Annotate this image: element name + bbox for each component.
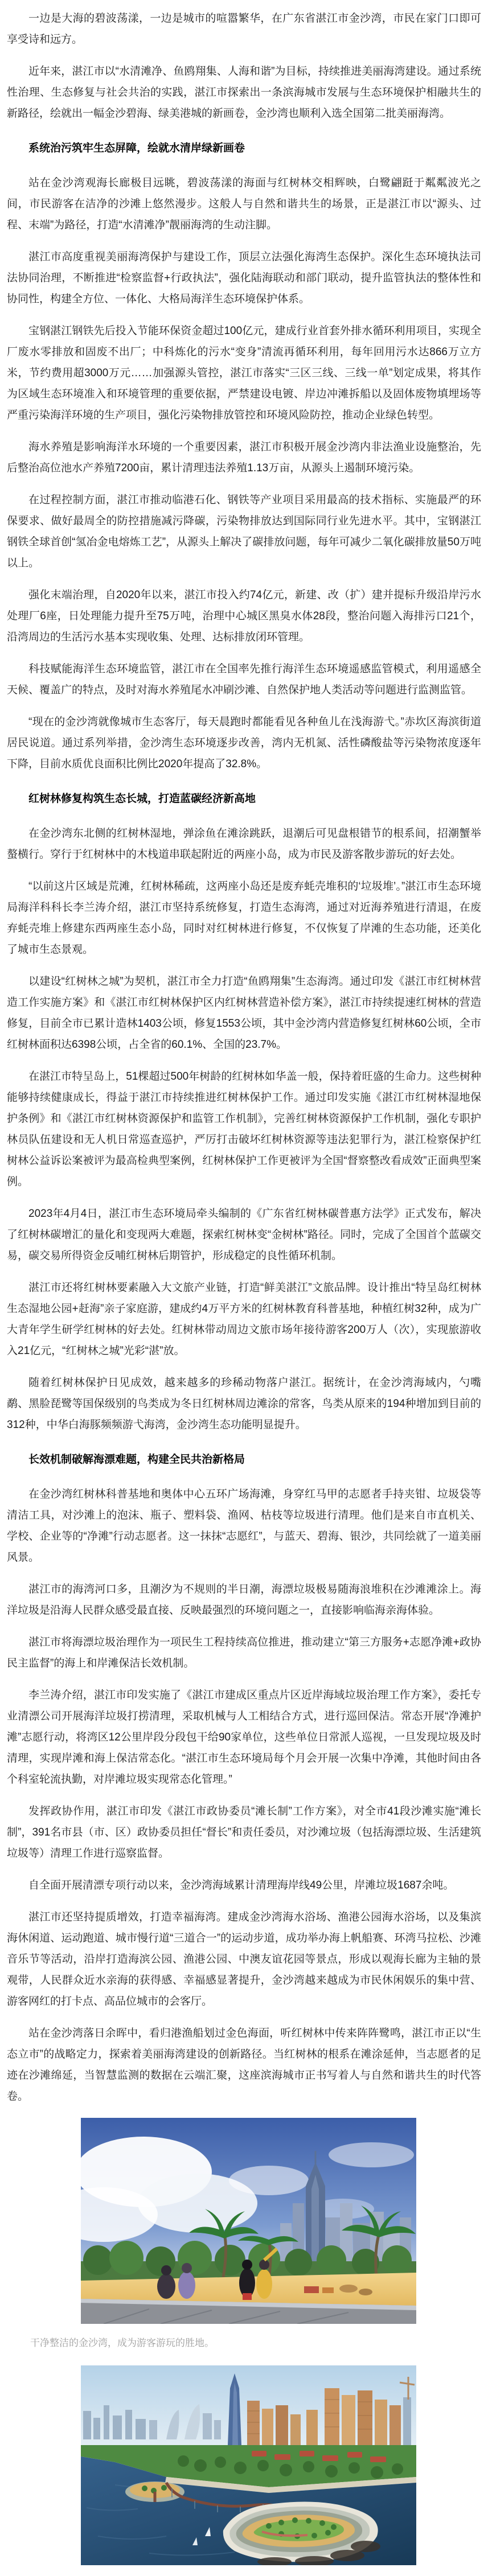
article-paragraph: “现在的金沙湾就像城市生态客厅，每天晨跑时都能看见各种鱼儿在浅海游弋。”赤坎区海滨街道居民说道。通过系列举措，金沙湾生态环境逐步改善，湾内无机氮、活性磷酸盐等污染物浓度逐年下降，目前水质优良面积比例比2020年提高了32.8%。 [7, 716, 481, 770]
article-paragraph: 在湛江市特呈岛上，51棵超过500年树龄的红树林如华盖一般，保持着旺盛的生命力。这些树种能够持续健康成长，得益于湛江市持续推进红树林保护工作。通过印发实施《湛江市红树林湿地保护条例》和《湛江市红树林资源保护和监管工作机制》，完善红树林资源保护工作机制，强化专职护林员队伍建设和无人机日常巡查巡护，严厉打击破坏红树林资源等违法犯罪行为，湛江检察保护红树林公益诉讼案被评为最高检典型案例，红树林保护工作更被评为全国“督察整改看成效”正面典型案例。 [7, 1071, 481, 1188]
article-paragraph: 发挥政协作用，湛江市印发《湛江市政协委员“滩长制”工作方案》，对全市41段沙滩实施“滩长制”，391名市县（市、区）政协委员担任“督长”和责任委员，对沙滩垃圾（包括海漂垃圾、生活建筑垃圾等）清理工作进行巡察监督。 [7, 1805, 481, 1859]
article-paragraph: 科技赋能海洋生态环境监管，湛江市在全国率先推行海洋生态环境遥感监管模式，利用遥感全天候、覆盖广的特点，及时对海水养殖尾水冲刷沙滩、自然保护地人类活动等问题进行监测监管。 [7, 663, 481, 696]
article-paragraph: 强化末端治理，自2020年以来，湛江市投入约74亿元，新建、改（扩）建并提标升级沿岸污水处理厂6座，日处理能力提升至75万吨，治理中心城区黑臭水体28段，整治问题入海排污口21个，沿湾周边的生活污水基本实现收集、处理、达标排放闭环管理。 [7, 589, 481, 643]
beach-photo [81, 2118, 416, 2324]
aerial-bay-photo-illustration [81, 2365, 416, 2565]
article-paragraph: 湛江市高度重视美丽海湾保护与建设工作，顶层立法强化海湾生态保护。深化生态环境执法司法协同治理，不断推进“检察监督+行政执法”，强化陆海联动和部门联动，提升监管执法的整体性和协同性，构建全方位、一体化、大格局海洋生态环境保护体系。 [7, 251, 481, 305]
article-paragraph: 站在金沙湾观海长廊极目远眺，碧波荡漾的海面与红树林交相辉映，白鹭翩跹于粼粼波光之间，市民游客在洁净的沙滩上悠然漫步。这般人与自然和谐共生的场景，正是湛江市以“源头、过程、末端”为路径，打造“水清滩净”靓丽海湾的生动注脚。 [7, 177, 481, 231]
beach-photo-illustration [81, 2118, 416, 2324]
article-paragraph: 以建设“红树林之城”为契机，湛江市全力打造“鱼鸥翔集”生态海湾。通过印发《湛江市红树林营造工作实施方案》和《湛江市红树林保护区内红树林营造补偿方案》，湛江市持续提速红树林的营造修复，目前全市已累计造林1403公顷，修复1553公顷，其中金沙湾内营造修复红树林60公顷，全市红树林面积达6398公顷，占全省的60.1%、全国的23.7%。 [7, 976, 481, 1051]
article-paragraph: 自全面开展清漂专项行动以来，金沙湾海域累计清理海岸线49公里，岸滩垃圾1687余吨。 [28, 1879, 454, 1891]
figure-aerial-bay [7, 2365, 481, 2565]
bottom-whitespace [7, 2565, 481, 2576]
aerial-bay-photo [81, 2365, 416, 2565]
photo-caption: 干净整洁的金沙湾，成为游客游玩的胜地。 [30, 2338, 214, 2348]
article-paragraph: 一边是大海的碧波荡漾，一边是城市的喧嚣繁华，在广东省湛江市金沙湾，市民在家门口即可享受诗和远方。 [7, 13, 481, 46]
article-paragraph: 站在金沙湾落日余晖中，看归港渔船划过金色海面，听红树林中传来阵阵鹭鸣，湛江市正以“生态立市”的战略定力，探索着美丽海湾建设的创新路径。当红树林的根系在滩涂延伸，当志愿者的足迹在沙滩绵延，当智慧监测的数据在云端汇聚，这座滨海城市正书写着人与自然和谐共生的时代答卷。 [7, 2027, 481, 2102]
section-heading-pollution-control: 系统治污筑牢生态屏障，绘就水清岸绿新画卷 [28, 142, 245, 154]
article-paragraph: 海水养殖是影响海洋水环境的一个重要因素，湛江市积极开展金沙湾内非法渔业设施整治，先后整治高位池水产养殖7200亩，累计清理违法养殖1.13万亩，从源头上遏制环境污染。 [7, 441, 481, 474]
section-heading-mangrove-restoration: 红树林修复构筑生态长城，打造蓝碳经济新高地 [28, 793, 256, 805]
article-paragraph: 近年来，湛江市以“水清滩净、鱼鸥翔集、人海和谐”为目标，持续推进美丽海湾建设。通过系统性治理、生态修复与社会共治的实践，湛江市探索出一条滨海城市发展与生态环境保护相融共生的新路径，绘就出一幅金沙碧海、绿美港城的新画卷，金沙湾也顺利入选全国第二批美丽海湾。 [7, 65, 481, 120]
article-paragraph: 在过程控制方面，湛江市推动临港石化、钢铁等产业项目采用最高的技术指标、实施最严的环保要求、做好最周全的防控措施减污降碳，污染物排放达到国际同行业先进水平。其中，宝钢湛江钢铁全球首创“氢冶金电熔炼工艺”，从源头上解决了碳排放问题，每年可减少二氧化碳排放量50万吨以上。 [7, 494, 481, 569]
article-paragraph: 随着红树林保护日见成效，越来越多的珍稀动物落户湛江。据统计，在金沙湾海域内，勺嘴鹬、黑脸琵鹭等国保级别的鸟类成为冬日红树林周边滩涂的常客，鸟类从原来的194种增加到目前的312种，中华白海豚频频游弋海湾，金沙湾生态功能明显提升。 [7, 1377, 481, 1431]
article-paragraph: “以前这片区域是荒滩，红树林稀疏，这两座小岛还是废弃蚝壳堆积的‘垃圾堆’。”湛江市生态环境局海洋科科长李兰涛介绍，湛江市坚持系统修复，打造生态海湾，通过对近海养殖进行清退，在废弃蚝壳堆上修建东西两座生态小岛，同时对红树林进行修复，不仅恢复了岸滩的生态功能，还美化了城市生态景观。 [7, 880, 481, 956]
figure-beach [7, 2118, 481, 2350]
article-paragraph: 2023年4月4日，湛江市生态环境局牵头编制的《广东省红树林碳普惠方法学》正式发布，解决了红树林碳增汇的量化和变现两大难题，探索红树林变“金树林”路径。同时，完成了全国首个蓝碳交易，碳交易所得资金反哺红树林后期管护，形成稳定的良性循环机制。 [7, 1208, 481, 1262]
article-paragraph: 宝钢湛江钢铁先后投入节能环保资金超过100亿元，建成行业首套外排水循环利用项目，实现全厂废水零排放和固废不出厂；中科炼化的污水“变身”清流再循环利用，每年回用污水达866万立方米，节约费用超3000万元……加强源头管控，湛江市落实“三区三线、三线一单”划定成果，将其作为区域生态环境准入和环境管理的重要依据，严禁建设电镀、岸边冲滩拆船以及固体废物填埋场等严重污染海洋环境的生产项目，强化污染物排放管控和环境风险防控，推动企业绿色转型。 [7, 325, 481, 421]
article-paragraph: 李兰涛介绍，湛江市印发实施了《湛江市建成区重点片区近岸海域垃圾治理工作方案》，委托专业清漂公司开展海洋垃圾打捞清理，采取机械与人工相结合方式，进行巡回保洁。常态开展“净滩护滩”志愿行动，将湾区12公里岸段分段包干给90家单位，这些单位日常派人巡视，一旦发现垃圾及时清理，实现岸滩和海上保洁常态化。“湛江市生态环境局每个月会开展一次集中净滩，其他时间由各个科室轮流执勤，对岸滩垃圾实现常态化管理。” [7, 1689, 481, 1785]
article-paragraph: 在金沙湾红树林科普基地和奥体中心五环广场海滩，身穿红马甲的志愿者手持夹钳、垃圾袋等清洁工具，对沙滩上的泡沫、瓶子、塑料袋、渔网、枯枝等垃圾进行清理。他们是来自市直机关、学校、企业等的“净滩”行动志愿者。这一抹抹“志愿红”，与蓝天、碧海、银沙，共同绘就了一道美丽风景。 [7, 1488, 481, 1563]
article-paragraph: 湛江市将海漂垃圾治理作为一项民生工程持续高位推进，推动建立“第三方服务+志愿净滩+政协民主监督”的海上和岸滩保洁长效机制。 [7, 1636, 481, 1669]
article-paragraph: 在金沙湾东北侧的红树林湿地，弹涂鱼在滩涂跳跃，退潮后可见盘根错节的根系间，招潮蟹举螯横行。穿行于红树林中的木栈道串联起附近的两座小岛，成为市民及游客散步游玩的好去处。 [7, 828, 481, 861]
section-heading-marine-litter: 长效机制破解海漂难题，构建全民共治新格局 [28, 1454, 245, 1466]
article-paragraph: 湛江市还坚持提质增效，打造幸福海湾。建成金沙湾海水浴场、渔港公园海水浴场，以及集滨海休闲道、运动跑道、城市慢行道“三道合一”的运动步道，成功举办海上帆船赛、环湾马拉松、沙滩音乐节等活动，沿岸打造海滨公园、渔港公园、中澳友谊花园等景点，形成以观海长廊为主轴的景观带，人民群众近水亲海的获得感、幸福感显著提升，金沙湾越来越成为市民休闲娱乐的集中营、游客网红的打卡点、高品位城市的会客厅。 [7, 1911, 481, 2007]
article-paragraph: 湛江市还将红树林要素融入大文旅产业链，打造“鲜美湛江”文旅品牌。设计推出“特呈岛红树林生态湿地公园+赶海”亲子家庭游，建成约4万平方米的红树林教育科普基地，种植红树32种，成为广大青年学生研学红树林的好去处。红树林带动周边文旅市场年接待游客200万人（次），实现旅游收入21亿元，“红树林之城”光彩“湛”放。 [7, 1282, 481, 1357]
article-paragraph: 湛江市的海湾河口多，且潮汐为不规则的半日潮，海漂垃圾极易随海浪堆积在沙滩滩涂上。海洋垃圾是沿海人民群众感受最直接、反映最强烈的环境问题之一，直接影响临海亲海体验。 [7, 1583, 481, 1616]
